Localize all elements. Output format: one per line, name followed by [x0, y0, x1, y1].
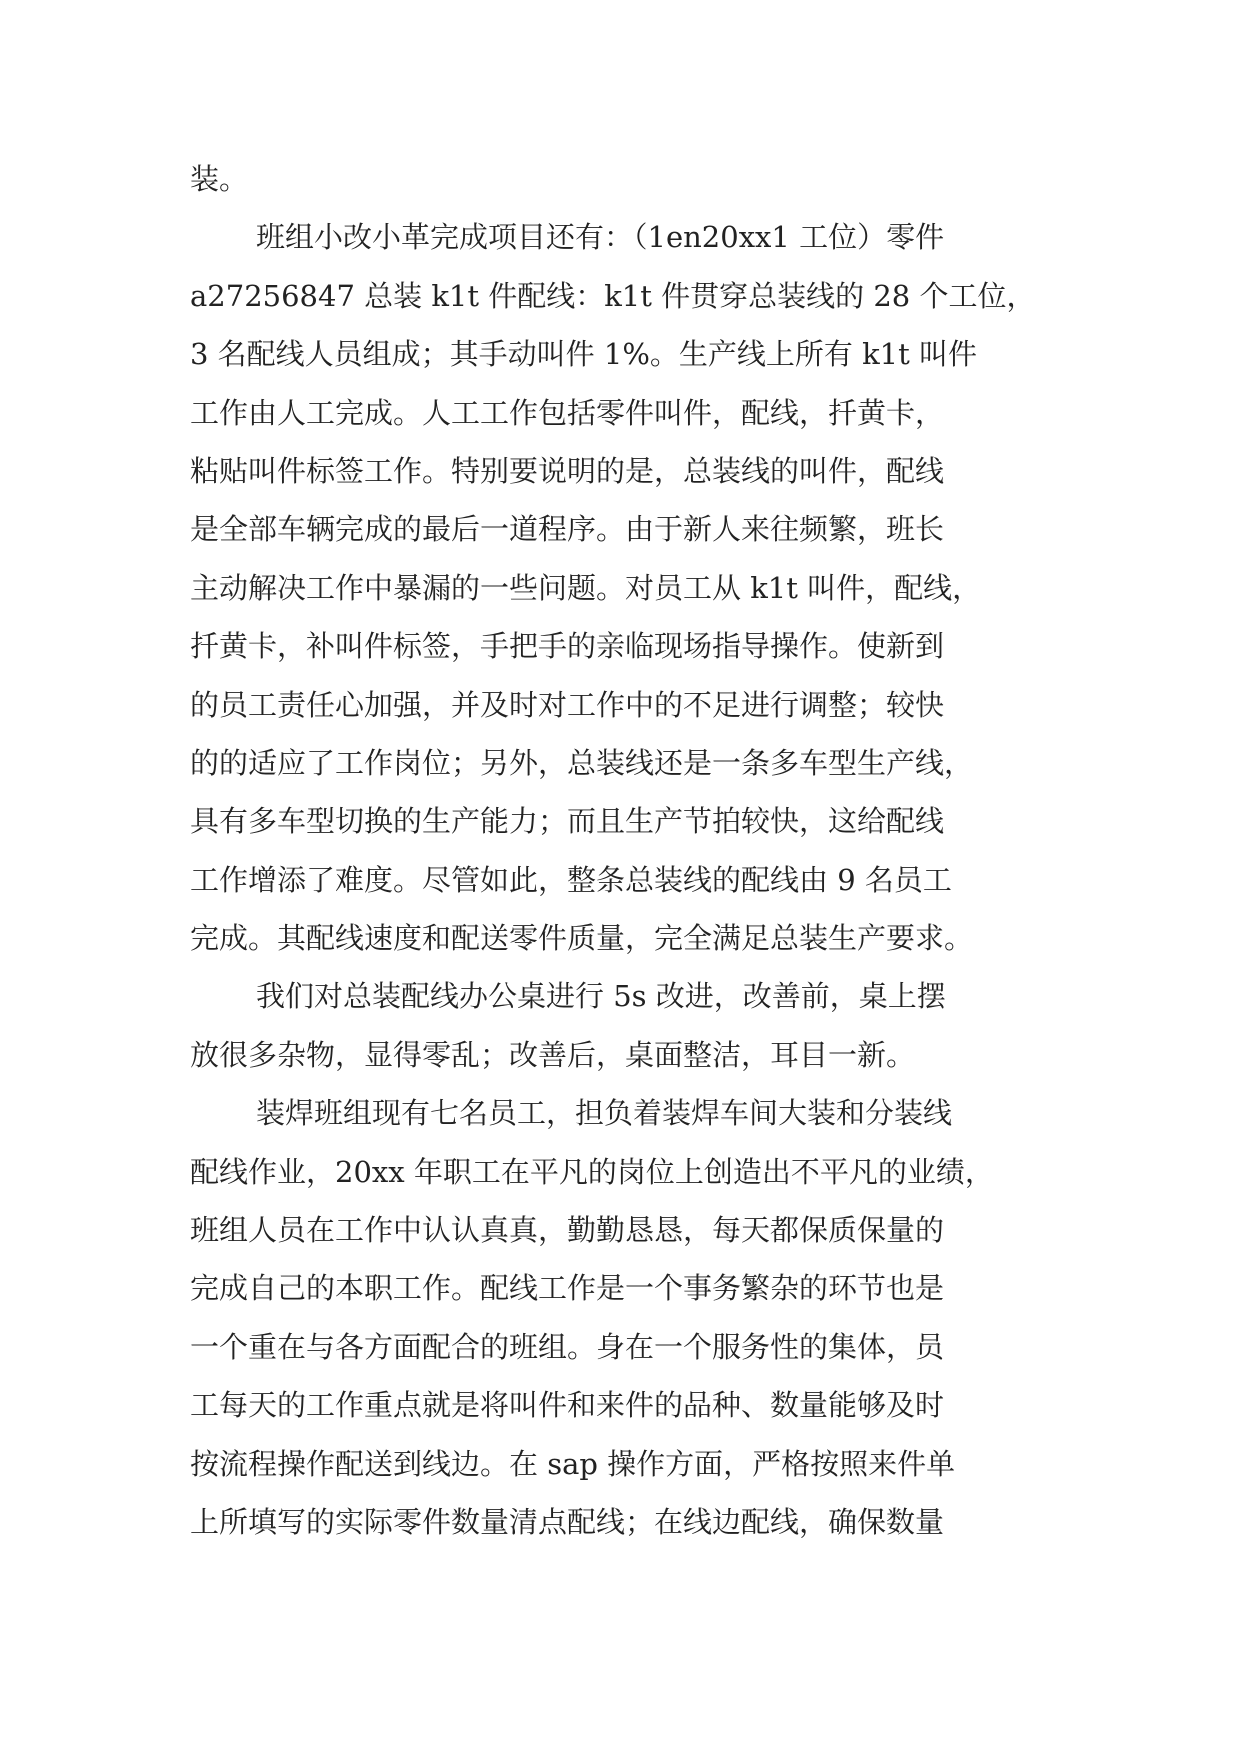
text-line: 工作增添了难度。尽管如此，整条总装线的配线由 9 名员工: [190, 862, 952, 897]
text-line: 具有多车型切换的生产能力；而且生产节拍较快，这给配线: [190, 804, 945, 839]
text-line: 上所填写的实际零件数量清点配线；在线边配线，确保数量: [190, 1504, 945, 1539]
paragraph-first-line: 我们对总装配线办公桌进行 5s 改进，改善前，桌上摆: [256, 979, 946, 1014]
text-line: 扦黄卡，补叫件标签，手把手的亲临现场指导操作。使新到: [190, 629, 945, 664]
text-line: 完成。其配线速度和配送零件质量，完全满足总装生产要求。: [190, 921, 974, 956]
paragraph-first-line: 装焊班组现有七名员工，担负着装焊车间大装和分装线: [256, 1096, 953, 1131]
text-line: 班组人员在工作中认认真真，勤勤恳恳，每天都保质保量的: [190, 1213, 945, 1248]
text-line: 的的适应了工作岗位；另外，总装线还是一条多车型生产线，: [190, 745, 974, 780]
text-line: 一个重在与各方面配合的班组。身在一个服务性的集体，员: [190, 1329, 945, 1364]
text-line: 完成自己的本职工作。配线工作是一个事务繁杂的环节也是: [190, 1271, 945, 1306]
text-line: 按流程操作配送到线边。在 sap 操作方面，严格按照来件单: [190, 1446, 956, 1481]
text-line: 的员工责任心加强，并及时对工作中的不足进行调整；较快: [190, 687, 945, 722]
text-line: 装。: [190, 162, 249, 196]
text-line: 粘贴叫件标签工作。特别要说明的是，总装线的叫件，配线: [190, 453, 945, 488]
text-line: 3 名配线人员组成；其手动叫件 1%。生产线上所有 k1t 叫件: [190, 337, 978, 372]
text-line: 主动解决工作中暴漏的一些问题。对员工从 k1t 叫件，配线，: [190, 570, 982, 605]
text-line: 是全部车辆完成的最后一道程序。由于新人来往频繁，班长: [190, 512, 945, 547]
paragraph-first-line: 班组小改小革完成项目还有：（1en20xx1 工位）零件: [256, 220, 945, 255]
text-line: a27256847 总装 k1t 件配线：k1t 件贯穿总装线的 28 个工位，: [190, 278, 1036, 313]
text-line: 工每天的工作重点就是将叫件和来件的品种、数量能够及时: [190, 1388, 945, 1423]
text-line: 配线作业，20xx 年职工在平凡的岗位上创造出不平凡的业绩，: [190, 1154, 994, 1189]
text-line: 放很多杂物，显得零乱；改善后，桌面整洁，耳目一新。: [190, 1037, 916, 1072]
text-line: 工作由人工完成。人工工作包括零件叫件，配线，扦黄卡，: [190, 395, 945, 430]
